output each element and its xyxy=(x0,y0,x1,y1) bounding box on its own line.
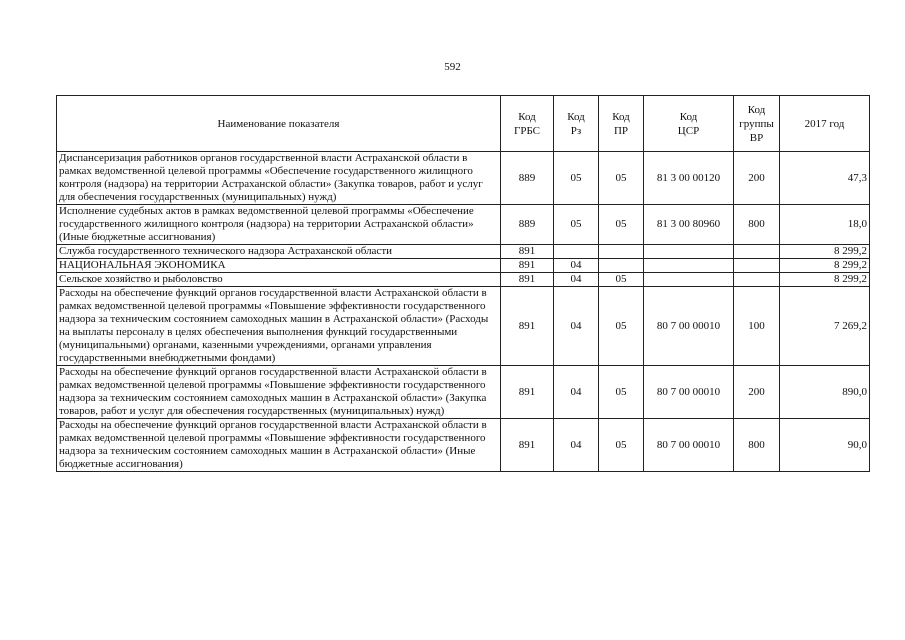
header-rz-line2: Рз xyxy=(570,124,582,137)
row-vr: 200 xyxy=(734,152,780,205)
row-vr: 800 xyxy=(734,205,780,245)
table-row xyxy=(57,366,870,419)
row-name: НАЦИОНАЛЬНАЯ ЭКОНОМИКА xyxy=(57,259,501,273)
row-csr xyxy=(644,273,734,287)
row-name: Расходы на обеспечение функций органов государственной власти Астраханской области в рамках ведомственной целевой программы «Повышение эффективности государственного надзора за техническим состоянием самоходных машин в Астраханской области» (Иные бюджетные ассигнования) xyxy=(57,419,501,472)
row-vr: 200 xyxy=(734,366,780,419)
row-rz: 04 xyxy=(554,419,599,472)
row-pr xyxy=(599,259,644,273)
row-pr: 05 xyxy=(599,287,644,366)
header-vr xyxy=(734,96,780,152)
row-rz: 04 xyxy=(554,259,599,273)
row-pr: 05 xyxy=(599,366,644,419)
row-amount: 890,0 xyxy=(780,366,870,419)
row-grbs: 891 xyxy=(501,273,554,287)
table-row xyxy=(57,273,870,287)
header-vr-line3: ВР xyxy=(749,131,764,144)
row-vr xyxy=(734,259,780,273)
header-csr xyxy=(644,96,734,152)
row-pr: 05 xyxy=(599,273,644,287)
header-grbs-line1: Код xyxy=(518,110,536,123)
row-amount: 8 299,2 xyxy=(780,259,870,273)
row-csr: 80 7 00 00010 xyxy=(644,287,734,366)
row-amount: 47,3 xyxy=(780,152,870,205)
row-vr: 800 xyxy=(734,419,780,472)
row-amount: 90,0 xyxy=(780,419,870,472)
row-amount: 7 269,2 xyxy=(780,287,870,366)
row-grbs: 891 xyxy=(501,287,554,366)
row-grbs: 891 xyxy=(501,259,554,273)
row-grbs: 889 xyxy=(501,205,554,245)
table-row xyxy=(57,419,870,472)
header-name: Наименование показателя xyxy=(57,96,501,152)
page-number: 592 xyxy=(444,61,461,73)
row-name: Исполнение судебных актов в рамках ведомственной целевой программы «Обеспечение государственного жилищного контроля (надзора) на территории Астраханской области» (Иные бюджетные ассигнования) xyxy=(57,205,501,245)
row-rz: 05 xyxy=(554,152,599,205)
row-csr: 81 3 00 80960 xyxy=(644,205,734,245)
row-name: Расходы на обеспечение функций органов государственной власти Астраханской области в рамках ведомственной целевой программы «Повышение эффективности государственного надзора за техническим состоянием самоходных машин в Астраханской области» (Расходы на выплаты персоналу в целях обеспечения выполнения функций государственными (муниципальными) органами, казенными учреждениями, органами управления государственными внебюджетными фондами) xyxy=(57,287,501,366)
header-vr-line2: группы xyxy=(739,117,774,130)
row-csr: 81 3 00 00120 xyxy=(644,152,734,205)
header-grbs xyxy=(501,96,554,152)
row-csr xyxy=(644,259,734,273)
row-name: Служба государственного технического надзора Астраханской области xyxy=(57,245,501,259)
row-pr: 05 xyxy=(599,205,644,245)
row-rz: 04 xyxy=(554,287,599,366)
row-csr: 80 7 00 00010 xyxy=(644,419,734,472)
row-pr: 05 xyxy=(599,419,644,472)
table-header-row xyxy=(57,96,870,152)
row-name: Диспансеризация работников органов государственной власти Астраханской области в рамках ведомственной целевой программы «Обеспечение государственного жилищного контроля (надзора) на территории Астраханской области» (Закупка товаров, работ и услуг для обеспечения государственных (муниципальных) нужд) xyxy=(57,152,501,205)
header-vr-line1: Код xyxy=(747,103,766,116)
row-grbs: 891 xyxy=(501,366,554,419)
header-pr-line1: Код xyxy=(612,110,630,123)
row-csr: 80 7 00 00010 xyxy=(644,366,734,419)
row-vr: 100 xyxy=(734,287,780,366)
row-grbs: 891 xyxy=(501,245,554,259)
table-row xyxy=(57,245,870,259)
row-name: Сельское хозяйство и рыболовство xyxy=(57,273,501,287)
row-vr xyxy=(734,245,780,259)
row-grbs: 891 xyxy=(501,419,554,472)
row-rz: 04 xyxy=(554,366,599,419)
row-grbs: 889 xyxy=(501,152,554,205)
header-pr xyxy=(599,96,644,152)
row-pr xyxy=(599,245,644,259)
row-pr: 05 xyxy=(599,152,644,205)
header-rz xyxy=(554,96,599,152)
row-vr xyxy=(734,273,780,287)
row-amount: 8 299,2 xyxy=(780,273,870,287)
table-row xyxy=(57,152,870,205)
row-name: Расходы на обеспечение функций органов государственной власти Астраханской области в рамках ведомственной целевой программы «Повышение эффективности государственного надзора за техническим состоянием самоходных машин в Астраханской области» (Закупка товаров, работ и услуг для обеспечения государственных (муниципальных) нужд) xyxy=(57,366,501,419)
table-row xyxy=(57,287,870,366)
row-rz: 05 xyxy=(554,205,599,245)
table-row xyxy=(57,259,870,273)
header-csr-line2: ЦСР xyxy=(677,124,700,137)
header-year: 2017 год xyxy=(780,96,870,152)
header-grbs-line2: ГРБС xyxy=(513,124,541,137)
table-row xyxy=(57,205,870,245)
budget-table xyxy=(56,95,870,472)
row-rz xyxy=(554,245,599,259)
header-csr-line1: Код xyxy=(679,110,698,123)
row-amount: 18,0 xyxy=(780,205,870,245)
header-pr-line2: ПР xyxy=(613,124,629,137)
header-rz-line1: Код xyxy=(567,110,585,123)
row-amount: 8 299,2 xyxy=(780,245,870,259)
row-csr xyxy=(644,245,734,259)
row-rz: 04 xyxy=(554,273,599,287)
